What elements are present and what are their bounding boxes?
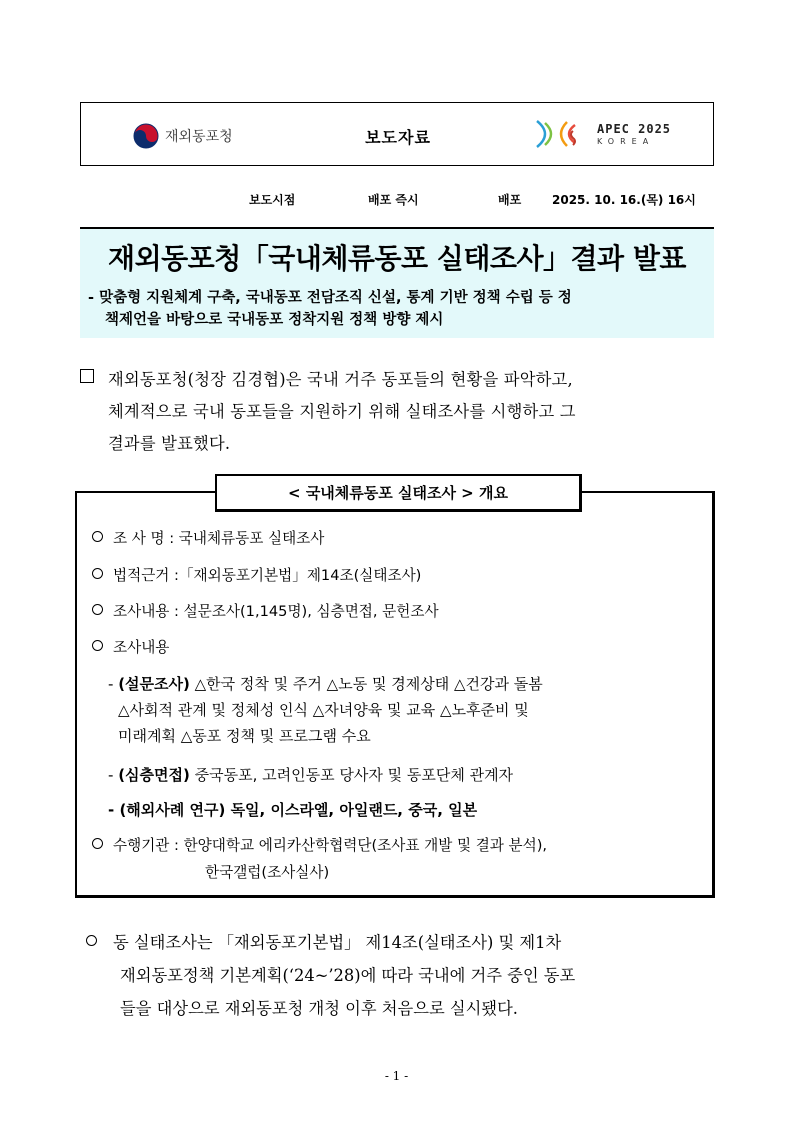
survey-line-2: △사회적 관계 및 정체성 인식 △자녀양육 및 교육 △노후준비 및 bbox=[118, 701, 529, 719]
main-title: 재외동포청「국내체류동포 실태조사」결과 발표 bbox=[108, 242, 686, 275]
survey-para-line: 동 실태조사는 「재외동포기본법」 제14조(실태조사) 및 제1차 bbox=[113, 933, 562, 952]
release-time-value: 배포 즉시 bbox=[368, 193, 419, 207]
circle-bullet-icon bbox=[92, 640, 103, 651]
overview-title: < 국내체류동포 실태조사 > 개요 bbox=[215, 474, 582, 512]
subtitle bbox=[88, 287, 706, 331]
survey-para-line: 재외동포정책 기본계획(‘24~’28)에 따라 국내에 거주 중인 동포 bbox=[120, 966, 576, 985]
intro-line: 재외동포청(청장 김경협)은 국내 거주 동포들의 현황을 파악하고, bbox=[108, 370, 573, 389]
apec-title: APEC 2025 bbox=[597, 121, 672, 136]
circle-bullet-icon bbox=[92, 568, 103, 579]
survey-para-line: 들을 대상으로 재외동포청 개청 이후 처음으로 실시됐다. bbox=[120, 999, 518, 1018]
subtitle-line-1: - 맞춤형 지원체계 구축, 국내동포 전담조직 신설, 통계 기반 정책 수립 등 정 bbox=[88, 290, 572, 306]
overview-item-cont: 한국갤럽(조사실사) bbox=[205, 864, 330, 881]
paragraph-intro bbox=[108, 364, 718, 460]
intro-line: 결과를 발표했다. bbox=[108, 434, 231, 453]
survey-detail: - (설문조사) △한국 정착 및 주거 △노동 및 경제상태 △건강과 돌봄 △사회적 관계 및 정체성 인식 △자녀양육 및 교육 △노후준비 및 미래계획 △동포 정책 및 프로그램 수요 bbox=[108, 671, 543, 749]
survey-line-3: 미래계획 △동포 정책 및 프로그램 수요 bbox=[118, 727, 371, 745]
release-date-label: 배포 bbox=[498, 193, 522, 207]
intro-line: 체계적으로 국내 동포들을 지원하기 위해 실태조사를 시행하고 그 bbox=[108, 402, 576, 421]
circle-bullet-icon bbox=[92, 604, 103, 615]
survey-label: (설문조사) bbox=[118, 675, 190, 693]
interview-detail: - (심층면접) 중국동포, 고려인동포 당사자 및 동포단체 관계자 bbox=[108, 766, 514, 784]
apec-sub: KOREA bbox=[597, 136, 655, 146]
press-header bbox=[80, 102, 714, 166]
checkbox-bullet-icon bbox=[80, 369, 94, 383]
circle-bullet-icon bbox=[86, 935, 97, 946]
apec-swirl-icon bbox=[533, 117, 595, 151]
circle-bullet-icon bbox=[92, 838, 103, 849]
interview-label: (심층면접) bbox=[118, 766, 190, 784]
overseas-label: (해외사례 연구) bbox=[119, 801, 226, 819]
overview-item: 조사내용 bbox=[92, 636, 169, 657]
doc-type: 보도자료 bbox=[365, 128, 431, 147]
overview-item: 수행기관 : 한양대학교 에리카산학협력단(조사표 개발 및 결과 분석), bbox=[92, 834, 547, 855]
title-block bbox=[80, 227, 714, 338]
agency-name: 재외동포청 bbox=[165, 129, 233, 145]
overview-item: 조사내용 : 설문조사(1,145명), 심층면접, 문헌조사 bbox=[92, 600, 439, 621]
overseas-text: 독일, 이스라엘, 아일랜드, 중국, 일본 bbox=[230, 801, 478, 819]
paragraph-survey bbox=[86, 926, 718, 1025]
subtitle-line-2: 책제언을 바탕으로 국내동포 정착지원 정책 방향 제시 bbox=[105, 312, 444, 328]
release-time-label: 보도시점 bbox=[249, 193, 296, 207]
page-number: - 1 - bbox=[384, 1069, 409, 1083]
overview-item: 조 사 명 : 국내체류동포 실태조사 bbox=[92, 527, 324, 548]
interview-text: 중국동포, 고려인동포 당사자 및 동포단체 관계자 bbox=[194, 766, 514, 784]
survey-line-1: △한국 정착 및 주거 △노동 및 경제상태 △건강과 돌봄 bbox=[194, 675, 543, 693]
overseas-detail: - (해외사례 연구) 독일, 이스라엘, 아일랜드, 중국, 일본 bbox=[108, 801, 478, 819]
apec-logo bbox=[533, 117, 671, 151]
circle-bullet-icon bbox=[92, 531, 103, 542]
overview-item: 법적근거 :「재외동포기본법」제14조(실태조사) bbox=[92, 564, 421, 585]
release-date-value: 2025. 10. 16.(목) 16시 bbox=[552, 193, 696, 207]
